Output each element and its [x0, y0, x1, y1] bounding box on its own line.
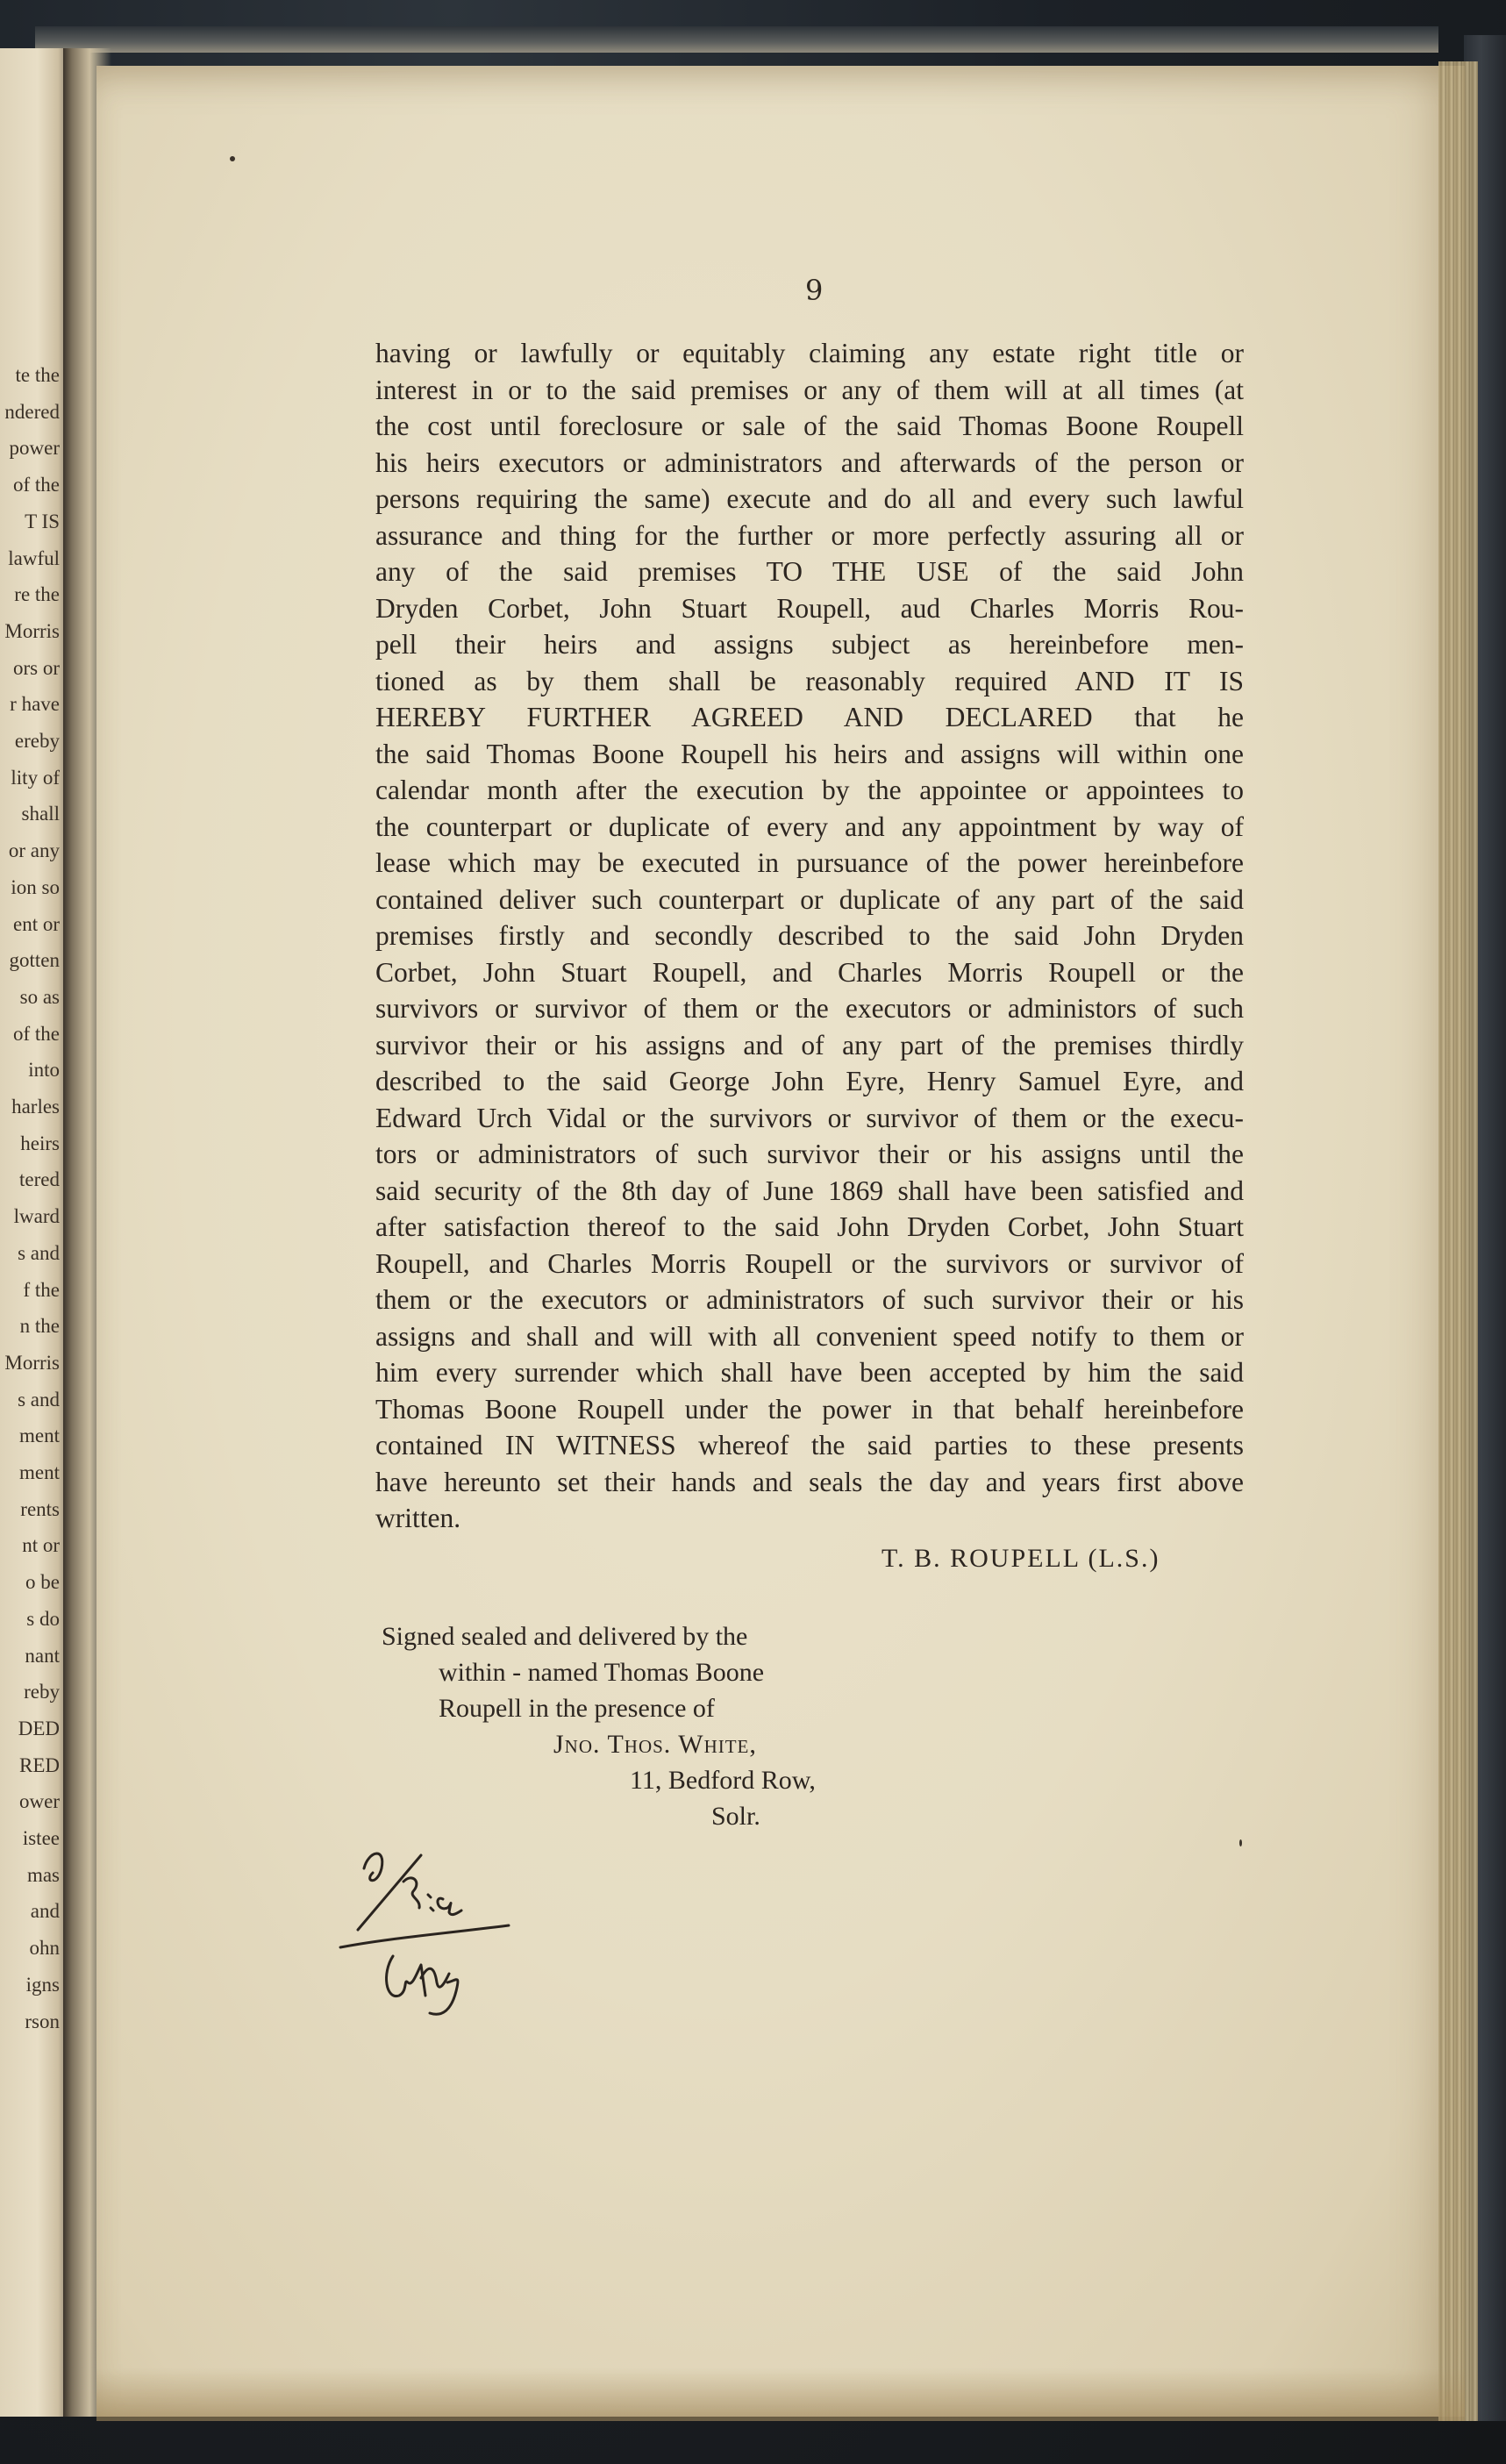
- handwritten-initials: [333, 1833, 535, 2044]
- previous-page-text: igns: [25, 1973, 60, 1996]
- body-line: them or the executors or administrators of such survivor their or his: [375, 1284, 1244, 1315]
- previous-page-text: lity of: [11, 766, 60, 789]
- previous-page-text: of the: [12, 474, 60, 496]
- previous-page-text: Morris: [4, 619, 60, 642]
- previous-page-text: lawful: [8, 546, 60, 569]
- body-line: interest in or to the said premises or any of them will at all times (at: [375, 374, 1244, 405]
- signature-name: T. B. ROUPELL (L.S.): [881, 1544, 1160, 1573]
- body-line: contained IN WITNESS whereof the said parties to these presents: [375, 1430, 1244, 1461]
- body-line: the counterpart or duplicate of every and any appointment by way of: [375, 811, 1244, 842]
- body-line: the said Thomas Boone Roupell his heirs and assigns will within one: [375, 738, 1244, 769]
- previous-page-text: ndered: [4, 400, 60, 423]
- previous-page-text: rson: [25, 2010, 60, 2032]
- body-line: have hereunto set their hands and seals the day and years first above: [375, 1466, 1244, 1497]
- body-line: assigns and shall and will with all convenient speed notify to them or: [375, 1320, 1244, 1352]
- body-line: Roupell, and Charles Morris Roupell or the survivors or survivor of: [375, 1247, 1244, 1279]
- witness-address: 11, Bedford Row,: [630, 1766, 816, 1795]
- previous-page-text: RED: [19, 1753, 60, 1776]
- ink-speck: [1239, 1839, 1242, 1846]
- previous-page-text: mas: [26, 1863, 60, 1886]
- body-line: Edward Urch Vidal or the survivors or survivor of them or the execu-: [375, 1102, 1244, 1133]
- previous-page-text: s and: [18, 1241, 60, 1264]
- previous-page-text: o be: [25, 1571, 60, 1594]
- body-line: calendar month after the execution by the appointee or appointees to: [375, 775, 1244, 805]
- previous-page-text: n the: [19, 1315, 60, 1338]
- body-line: Corbet, John Stuart Roupell, and Charles Morris Roupell or the: [375, 956, 1244, 988]
- previous-page-text: s do: [26, 1607, 60, 1630]
- body-line: persons requiring the same) execute and do all and every such lawful: [375, 483, 1244, 514]
- previous-page-text: power: [9, 437, 60, 460]
- previous-page-text: ion so: [11, 875, 60, 898]
- previous-page-fragment: [0, 48, 68, 2417]
- body-line: survivor their or his assigns and of any part of the premises thirdly: [375, 1029, 1244, 1061]
- previous-page-text: nt or: [22, 1534, 60, 1557]
- previous-page-text: of the: [12, 1022, 60, 1045]
- body-line: him every surrender which shall have been accepted by him the said: [375, 1357, 1244, 1388]
- body-line: his heirs executors or administrators and afterwards of the person or: [375, 446, 1244, 478]
- previous-page-text: ment: [19, 1461, 60, 1483]
- previous-page-text: so as: [19, 985, 60, 1008]
- body-line: assurance and thing for the further or more perfectly assuring all or: [375, 519, 1244, 551]
- body-line: any of the said premises TO THE USE of the said John: [375, 556, 1244, 587]
- witness-name: Jno. Thos. White,: [553, 1730, 757, 1759]
- previous-page-text: or any: [8, 839, 60, 862]
- body-line: pell their heirs and assigns subject as hereinbefore men-: [375, 629, 1244, 660]
- body-line: after satisfaction thereof to the said John Dryden Corbet, John Stuart: [375, 1211, 1244, 1242]
- previous-page-text: istee: [22, 1827, 60, 1849]
- previous-page-text: re the: [14, 583, 60, 606]
- previous-page-text: heirs: [20, 1132, 60, 1154]
- body-line: lease which may be executed in pursuance of the power hereinbefore: [375, 847, 1244, 878]
- previous-page-text: r have: [10, 693, 60, 716]
- body-line: Thomas Boone Roupell under the power in that behalf hereinbefore: [375, 1393, 1244, 1425]
- previous-page-text: lward: [13, 1205, 60, 1228]
- body-line: the cost until foreclosure or sale of the said Thomas Boone Roupell: [375, 411, 1244, 441]
- body-line: having or lawfully or equitably claiming any estate right title or: [375, 338, 1244, 368]
- body-line: survivors or survivor of them or the executors or administors of such: [375, 993, 1244, 1024]
- previous-page-text: ment: [19, 1425, 60, 1447]
- previous-page-text: reby: [24, 1681, 60, 1703]
- previous-page-text: T IS: [25, 510, 60, 532]
- body-line: described to the said George John Eyre, Henry Samuel Eyre, and: [375, 1066, 1244, 1096]
- body-line: premises firstly and secondly described to the said John Dryden: [375, 920, 1244, 951]
- deed-body-text: [375, 335, 1244, 1537]
- previous-page-text: ent or: [12, 912, 60, 935]
- witness-title: Solr.: [711, 1802, 760, 1831]
- body-line: contained deliver such counterpart or duplicate of any part of the said: [375, 883, 1244, 915]
- previous-page-text: te the: [15, 364, 60, 386]
- body-line: HEREBY FURTHER AGREED AND DECLARED that he: [375, 702, 1244, 732]
- body-line: Dryden Corbet, John Stuart Roupell, aud Charles Morris Rou-: [375, 592, 1244, 624]
- previous-page-text: gotten: [9, 949, 60, 972]
- previous-page-text: DED: [18, 1717, 60, 1739]
- previous-page-text: f the: [23, 1278, 60, 1301]
- previous-page-text: ors or: [12, 656, 60, 679]
- body-line: tioned as by them shall be reasonably required AND IT IS: [375, 665, 1244, 696]
- body-line: written.: [375, 1503, 461, 1533]
- attestation-line: Signed sealed and delivered by the: [382, 1622, 748, 1651]
- previous-page-text: s and: [18, 1388, 60, 1411]
- attestation-line: Roupell in the presence of: [439, 1694, 715, 1723]
- body-line: said security of the 8th day of June 1869 shall have been satisfied and: [375, 1175, 1244, 1206]
- previous-page-text: ohn: [29, 1937, 60, 1960]
- page-number: 9: [805, 274, 824, 307]
- previous-page-text: harles: [11, 1096, 60, 1118]
- previous-page-text: into: [28, 1059, 60, 1082]
- previous-page-text: ereby: [14, 730, 60, 752]
- previous-page-text: shall: [21, 803, 60, 825]
- previous-page-text: Morris: [4, 1351, 60, 1374]
- ink-speck: [230, 156, 235, 161]
- page-fore-edge: [1438, 61, 1478, 2421]
- attestation-line: within - named Thomas Boone: [439, 1658, 765, 1687]
- top-binding-strip: [35, 26, 1438, 53]
- previous-page-text: and: [30, 1900, 60, 1923]
- previous-page-text: ower: [19, 1790, 60, 1813]
- previous-page-text: tered: [19, 1168, 60, 1191]
- previous-page-text: nant: [25, 1644, 60, 1667]
- body-line: tors or administrators of such survivor their or his assigns until the: [375, 1139, 1244, 1169]
- previous-page-text: rents: [20, 1497, 60, 1520]
- page-bottom-shading: [96, 2368, 1465, 2421]
- attestation-clause: [382, 1618, 816, 1834]
